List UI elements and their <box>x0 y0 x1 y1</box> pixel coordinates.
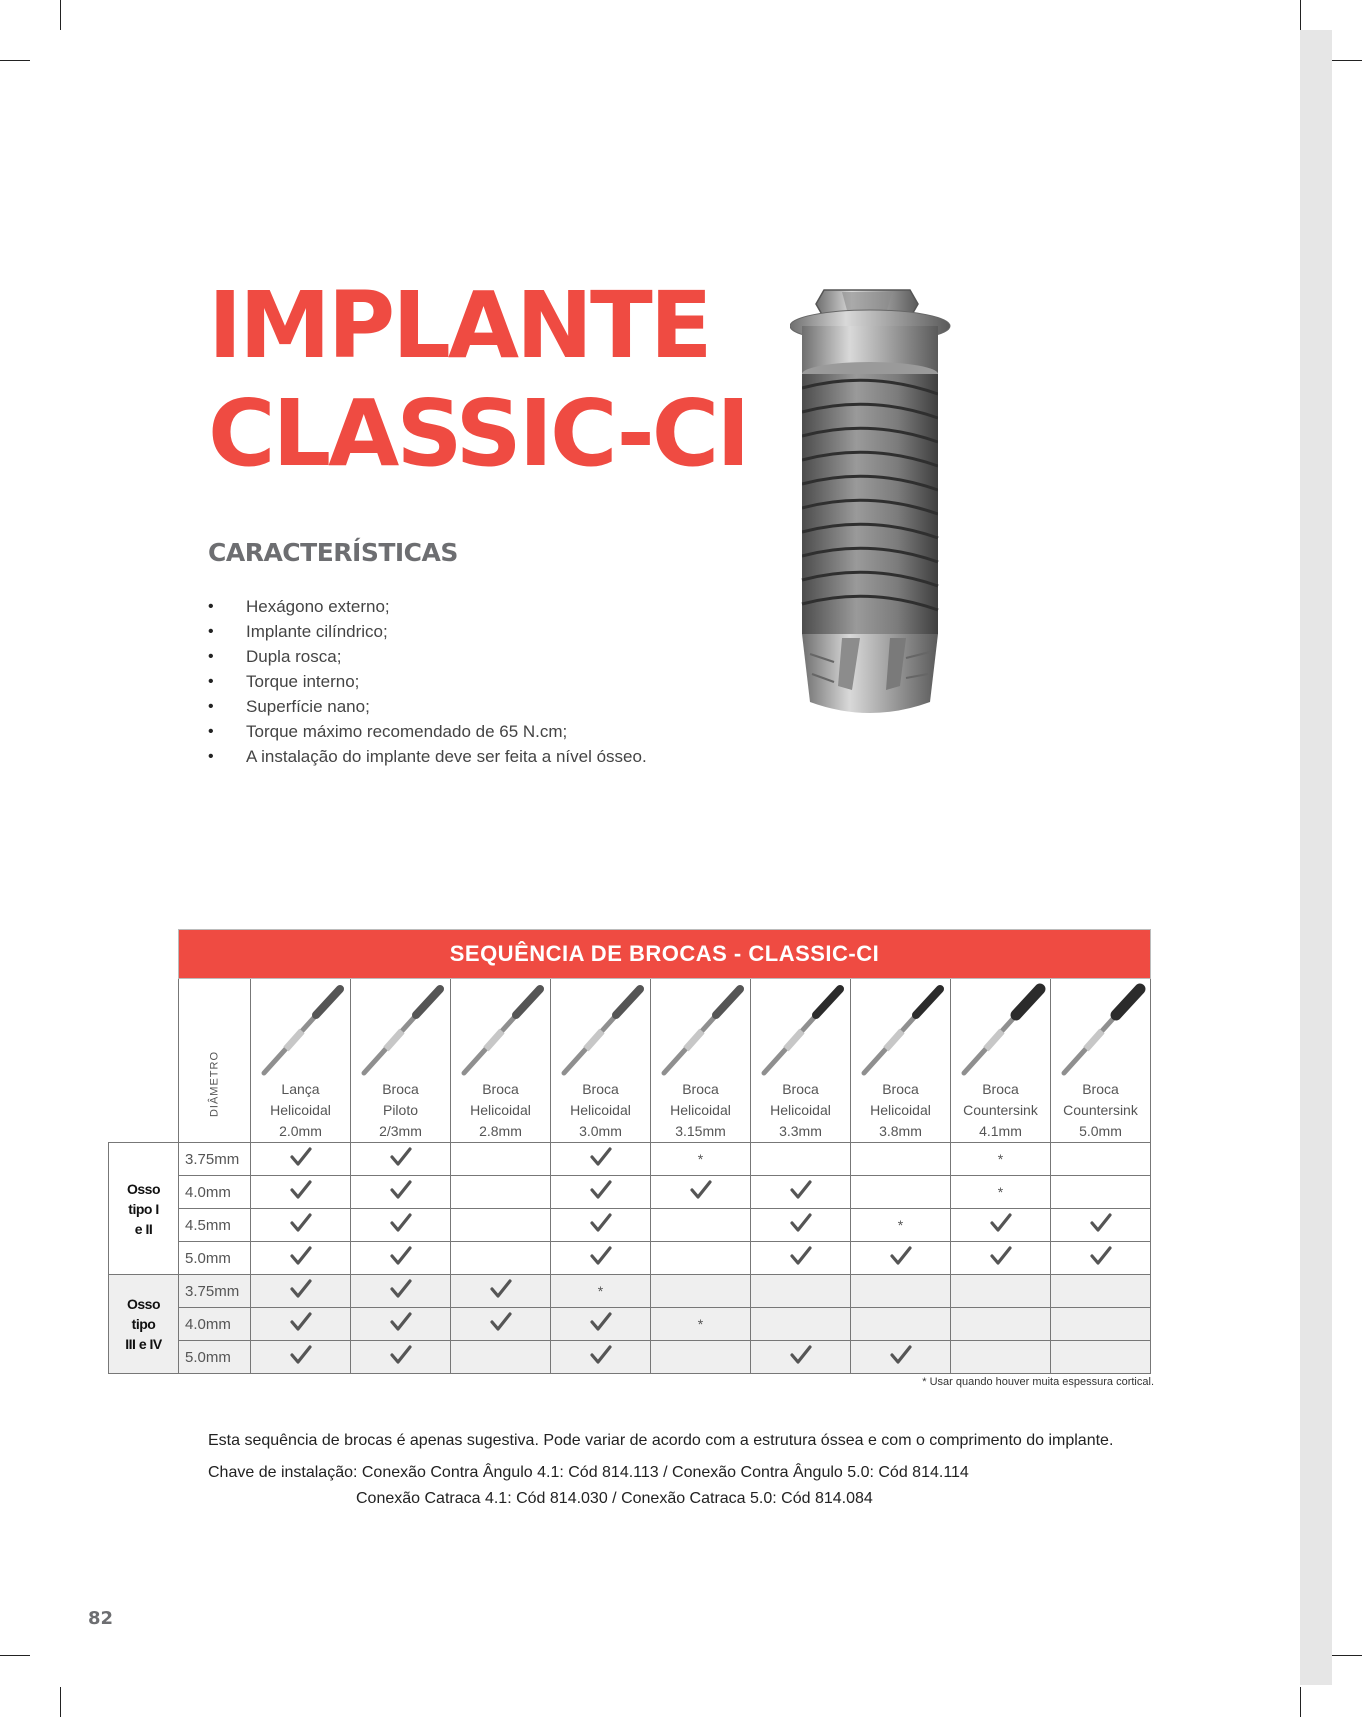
table-footnote: * Usar quando houver muita espessura cortical. <box>922 1376 1154 1388</box>
sequence-cell <box>1051 1242 1151 1275</box>
check-icon <box>290 1213 312 1233</box>
drill-name: Broca <box>482 1081 519 1097</box>
drill-sequence-table <box>108 929 1151 1374</box>
sequence-cell <box>1051 1176 1151 1209</box>
check-icon <box>290 1279 312 1299</box>
feature-item: • Torque interno; <box>208 669 647 694</box>
drill-type: Helicoidal <box>870 1102 931 1118</box>
sequence-cell <box>851 1308 951 1341</box>
drill-column-header <box>851 979 951 1143</box>
sequence-cell <box>951 1275 1051 1308</box>
feature-item: • A instalação do implante deve ser feita a nível ósseo. <box>208 744 647 769</box>
bone-type-label-line: Osso <box>126 1180 160 1197</box>
cortical-note-mark: * <box>697 1150 704 1167</box>
crop-mark <box>1300 1687 1301 1717</box>
check-icon <box>490 1279 512 1299</box>
check-icon <box>590 1312 612 1332</box>
table-corner <box>109 979 179 1143</box>
check-icon <box>390 1213 412 1233</box>
check-icon <box>390 1312 412 1332</box>
sequence-cell <box>851 1176 951 1209</box>
sequence-cell <box>251 1341 351 1374</box>
check-icon <box>1090 1213 1112 1233</box>
feature-item: • Dupla rosca; <box>208 644 647 669</box>
check-icon <box>290 1180 312 1200</box>
drill-image <box>456 983 546 1079</box>
drill-name: Broca <box>982 1081 1019 1097</box>
drill-column-header <box>751 979 851 1143</box>
sequence-cell <box>251 1143 351 1176</box>
sequence-cell <box>1051 1143 1151 1176</box>
sequence-cell <box>351 1242 451 1275</box>
sequence-cell <box>751 1275 851 1308</box>
drill-image <box>256 983 346 1079</box>
table-row <box>109 1242 1151 1275</box>
drill-type: Countersink <box>1063 1102 1138 1118</box>
sequence-cell <box>251 1275 351 1308</box>
drill-type: Helicoidal <box>570 1102 631 1118</box>
sequence-cell <box>851 1143 951 1176</box>
drill-type: Piloto <box>382 1102 419 1118</box>
table-row <box>109 1176 1151 1209</box>
drill-size: 2.8mm <box>479 1123 522 1139</box>
drill-type: Helicoidal <box>270 1102 331 1118</box>
diameter-header <box>179 979 251 1143</box>
sequence-cell <box>551 1341 651 1374</box>
diameter-cell: 5.0mm <box>179 1242 251 1275</box>
check-icon <box>790 1345 812 1365</box>
sequence-cell <box>451 1143 551 1176</box>
sequence-cell <box>351 1341 451 1374</box>
sequence-cell <box>1051 1341 1151 1374</box>
sequence-cell <box>451 1308 551 1341</box>
drill-column-header <box>551 979 651 1143</box>
diameter-cell: 3.75mm <box>179 1275 251 1308</box>
sequence-cell <box>951 1341 1051 1374</box>
table-corner <box>109 930 179 979</box>
drill-image <box>956 983 1046 1079</box>
crop-mark <box>1332 60 1362 61</box>
check-icon <box>1090 1246 1112 1266</box>
sequence-cell <box>551 1209 651 1242</box>
drill-sequence-table-wrap <box>108 929 1151 1374</box>
sequence-cell <box>951 1242 1051 1275</box>
sequence-cell <box>551 1308 651 1341</box>
drill-size: 3.15mm <box>675 1123 726 1139</box>
sequence-cell <box>1051 1308 1151 1341</box>
check-icon <box>290 1147 312 1167</box>
table-row <box>109 1143 1151 1176</box>
table-row <box>109 1209 1151 1242</box>
page-edge-strip <box>1300 30 1332 1685</box>
drill-name: Broca <box>782 1081 819 1097</box>
bone-type-label-line: III e IV <box>125 1336 162 1352</box>
drill-column-header <box>251 979 351 1143</box>
crop-mark <box>60 0 61 30</box>
diameter-cell: 4.0mm <box>179 1308 251 1341</box>
table-row <box>109 1308 1151 1341</box>
cortical-note-mark: * <box>697 1315 704 1332</box>
diameter-cell: 3.75mm <box>179 1143 251 1176</box>
drill-type: Countersink <box>963 1102 1038 1118</box>
cortical-note-mark: * <box>997 1183 1004 1200</box>
sequence-cell <box>851 1242 951 1275</box>
sequence-cell <box>251 1176 351 1209</box>
check-icon <box>290 1312 312 1332</box>
features-heading: CARACTERÍSTICAS <box>208 538 458 567</box>
drill-size: 5.0mm <box>1079 1123 1122 1139</box>
check-icon <box>590 1147 612 1167</box>
sequence-cell <box>451 1275 551 1308</box>
sequence-cell <box>951 1143 1051 1176</box>
drill-name: Broca <box>382 1081 419 1097</box>
drill-size: 2.0mm <box>279 1123 322 1139</box>
sequence-cell <box>951 1176 1051 1209</box>
check-icon <box>390 1180 412 1200</box>
diameter-cell: 5.0mm <box>179 1341 251 1374</box>
sequence-cell <box>951 1209 1051 1242</box>
drill-name: Broca <box>882 1081 919 1097</box>
sequence-cell <box>451 1176 551 1209</box>
sequence-cell <box>751 1341 851 1374</box>
feature-item: • Hexágono externo; <box>208 594 647 619</box>
sequence-cell <box>751 1143 851 1176</box>
check-icon <box>390 1279 412 1299</box>
diameter-cell: 4.0mm <box>179 1176 251 1209</box>
sequence-cell <box>751 1209 851 1242</box>
drill-image <box>656 983 746 1079</box>
check-icon <box>790 1246 812 1266</box>
sequence-cell <box>551 1143 651 1176</box>
sequence-cell <box>1051 1209 1151 1242</box>
sequence-cell <box>451 1242 551 1275</box>
check-icon <box>590 1213 612 1233</box>
crop-mark <box>0 60 30 61</box>
check-icon <box>790 1213 812 1233</box>
check-icon <box>990 1213 1012 1233</box>
cortical-note-mark: * <box>897 1216 904 1233</box>
sequence-cell <box>251 1209 351 1242</box>
drill-image <box>1056 983 1146 1079</box>
drill-size: 2/3mm <box>379 1123 422 1139</box>
sequence-cell <box>551 1275 651 1308</box>
check-icon <box>690 1180 712 1200</box>
check-icon <box>290 1246 312 1266</box>
sequence-cell <box>351 1275 451 1308</box>
check-icon <box>490 1312 512 1332</box>
drill-column-header <box>1051 979 1151 1143</box>
feature-item: • Implante cilíndrico; <box>208 619 647 644</box>
drill-column-header <box>351 979 451 1143</box>
crop-mark <box>60 1687 61 1717</box>
sequence-cell <box>651 1143 751 1176</box>
check-icon <box>890 1246 912 1266</box>
suggestion-note: Esta sequência de brocas é apenas sugestiva. Pode variar de acordo com a estrutura óssea e com o comprimento do implante. <box>208 1432 1114 1449</box>
drill-size: 4.1mm <box>979 1123 1022 1139</box>
sequence-cell <box>1051 1275 1151 1308</box>
feature-item: • Superfície nano; <box>208 694 647 719</box>
drill-size: 3.3mm <box>779 1123 822 1139</box>
check-icon <box>590 1246 612 1266</box>
sequence-cell <box>451 1209 551 1242</box>
check-icon <box>590 1345 612 1365</box>
sequence-cell <box>751 1242 851 1275</box>
crop-mark <box>1300 0 1301 30</box>
sequence-cell <box>651 1176 751 1209</box>
sequence-cell <box>651 1275 751 1308</box>
sequence-cell <box>351 1143 451 1176</box>
drill-name: Broca <box>682 1081 719 1097</box>
cortical-note-mark: * <box>597 1282 604 1299</box>
check-icon <box>390 1246 412 1266</box>
bone-type-label <box>109 1143 179 1275</box>
sequence-cell <box>751 1176 851 1209</box>
page-number: 82 <box>88 1608 114 1629</box>
drill-type: Helicoidal <box>770 1102 831 1118</box>
drill-column-header <box>651 979 751 1143</box>
sequence-cell <box>651 1308 751 1341</box>
table-title: SEQUÊNCIA DE BROCAS - CLASSIC-CI <box>179 930 1151 979</box>
drill-size: 3.8mm <box>879 1123 922 1139</box>
bone-type-label-line: tipo <box>131 1316 156 1332</box>
crop-mark <box>0 1655 30 1656</box>
check-icon <box>390 1147 412 1167</box>
check-icon <box>590 1180 612 1200</box>
drill-image <box>756 983 846 1079</box>
sequence-cell <box>251 1308 351 1341</box>
cortical-note-mark: * <box>997 1150 1004 1167</box>
sequence-cell <box>851 1209 951 1242</box>
drill-column-header <box>951 979 1051 1143</box>
sequence-cell <box>351 1308 451 1341</box>
check-icon <box>990 1246 1012 1266</box>
title-line-2: CLASSIC-CI <box>208 380 748 487</box>
drill-image <box>556 983 646 1079</box>
sequence-cell <box>551 1176 651 1209</box>
sequence-cell <box>851 1275 951 1308</box>
page-title <box>208 272 748 488</box>
bone-type-label-line: tipo I <box>128 1200 159 1217</box>
diameter-header-label: DIÂMETRO <box>208 1050 221 1118</box>
table-row <box>109 1275 1151 1308</box>
installation-key-line-1: Chave de instalação: Conexão Contra Ângulo 4.1: Cód 814.113 / Conexão Contra Ângulo 5.0: Cód 814.114 <box>208 1464 969 1481</box>
drill-name: Broca <box>1082 1081 1119 1097</box>
sequence-cell <box>551 1242 651 1275</box>
bone-type-label-line: e II <box>134 1220 153 1237</box>
drill-size: 3.0mm <box>579 1123 622 1139</box>
sequence-cell <box>351 1176 451 1209</box>
sequence-cell <box>651 1341 751 1374</box>
sequence-cell <box>951 1308 1051 1341</box>
sequence-cell <box>351 1209 451 1242</box>
sequence-cell <box>851 1341 951 1374</box>
check-icon <box>790 1180 812 1200</box>
drill-type: Helicoidal <box>470 1102 531 1118</box>
sequence-cell <box>251 1242 351 1275</box>
drill-image <box>856 983 946 1079</box>
bone-type-label <box>109 1275 179 1374</box>
sequence-cell <box>751 1308 851 1341</box>
feature-item: • Torque máximo recomendado de 65 N.cm; <box>208 719 647 744</box>
drill-type: Helicoidal <box>670 1102 731 1118</box>
sequence-cell <box>451 1341 551 1374</box>
title-line-1: IMPLANTE <box>208 272 710 379</box>
table-row <box>109 1341 1151 1374</box>
drill-name: Lança <box>281 1081 320 1097</box>
drill-column-header <box>451 979 551 1143</box>
diameter-cell: 4.5mm <box>179 1209 251 1242</box>
bone-type-label-line: Osso <box>126 1296 160 1312</box>
check-icon <box>890 1345 912 1365</box>
installation-key-line-2: Conexão Catraca 4.1: Cód 814.030 / Conexão Catraca 5.0: Cód 814.084 <box>356 1490 873 1507</box>
sequence-cell <box>651 1242 751 1275</box>
check-icon <box>390 1345 412 1365</box>
implant-image <box>790 282 960 742</box>
features-list <box>208 594 647 769</box>
check-icon <box>290 1345 312 1365</box>
drill-image <box>356 983 446 1079</box>
drill-name: Broca <box>582 1081 619 1097</box>
sequence-cell <box>651 1209 751 1242</box>
crop-mark <box>1332 1655 1362 1656</box>
